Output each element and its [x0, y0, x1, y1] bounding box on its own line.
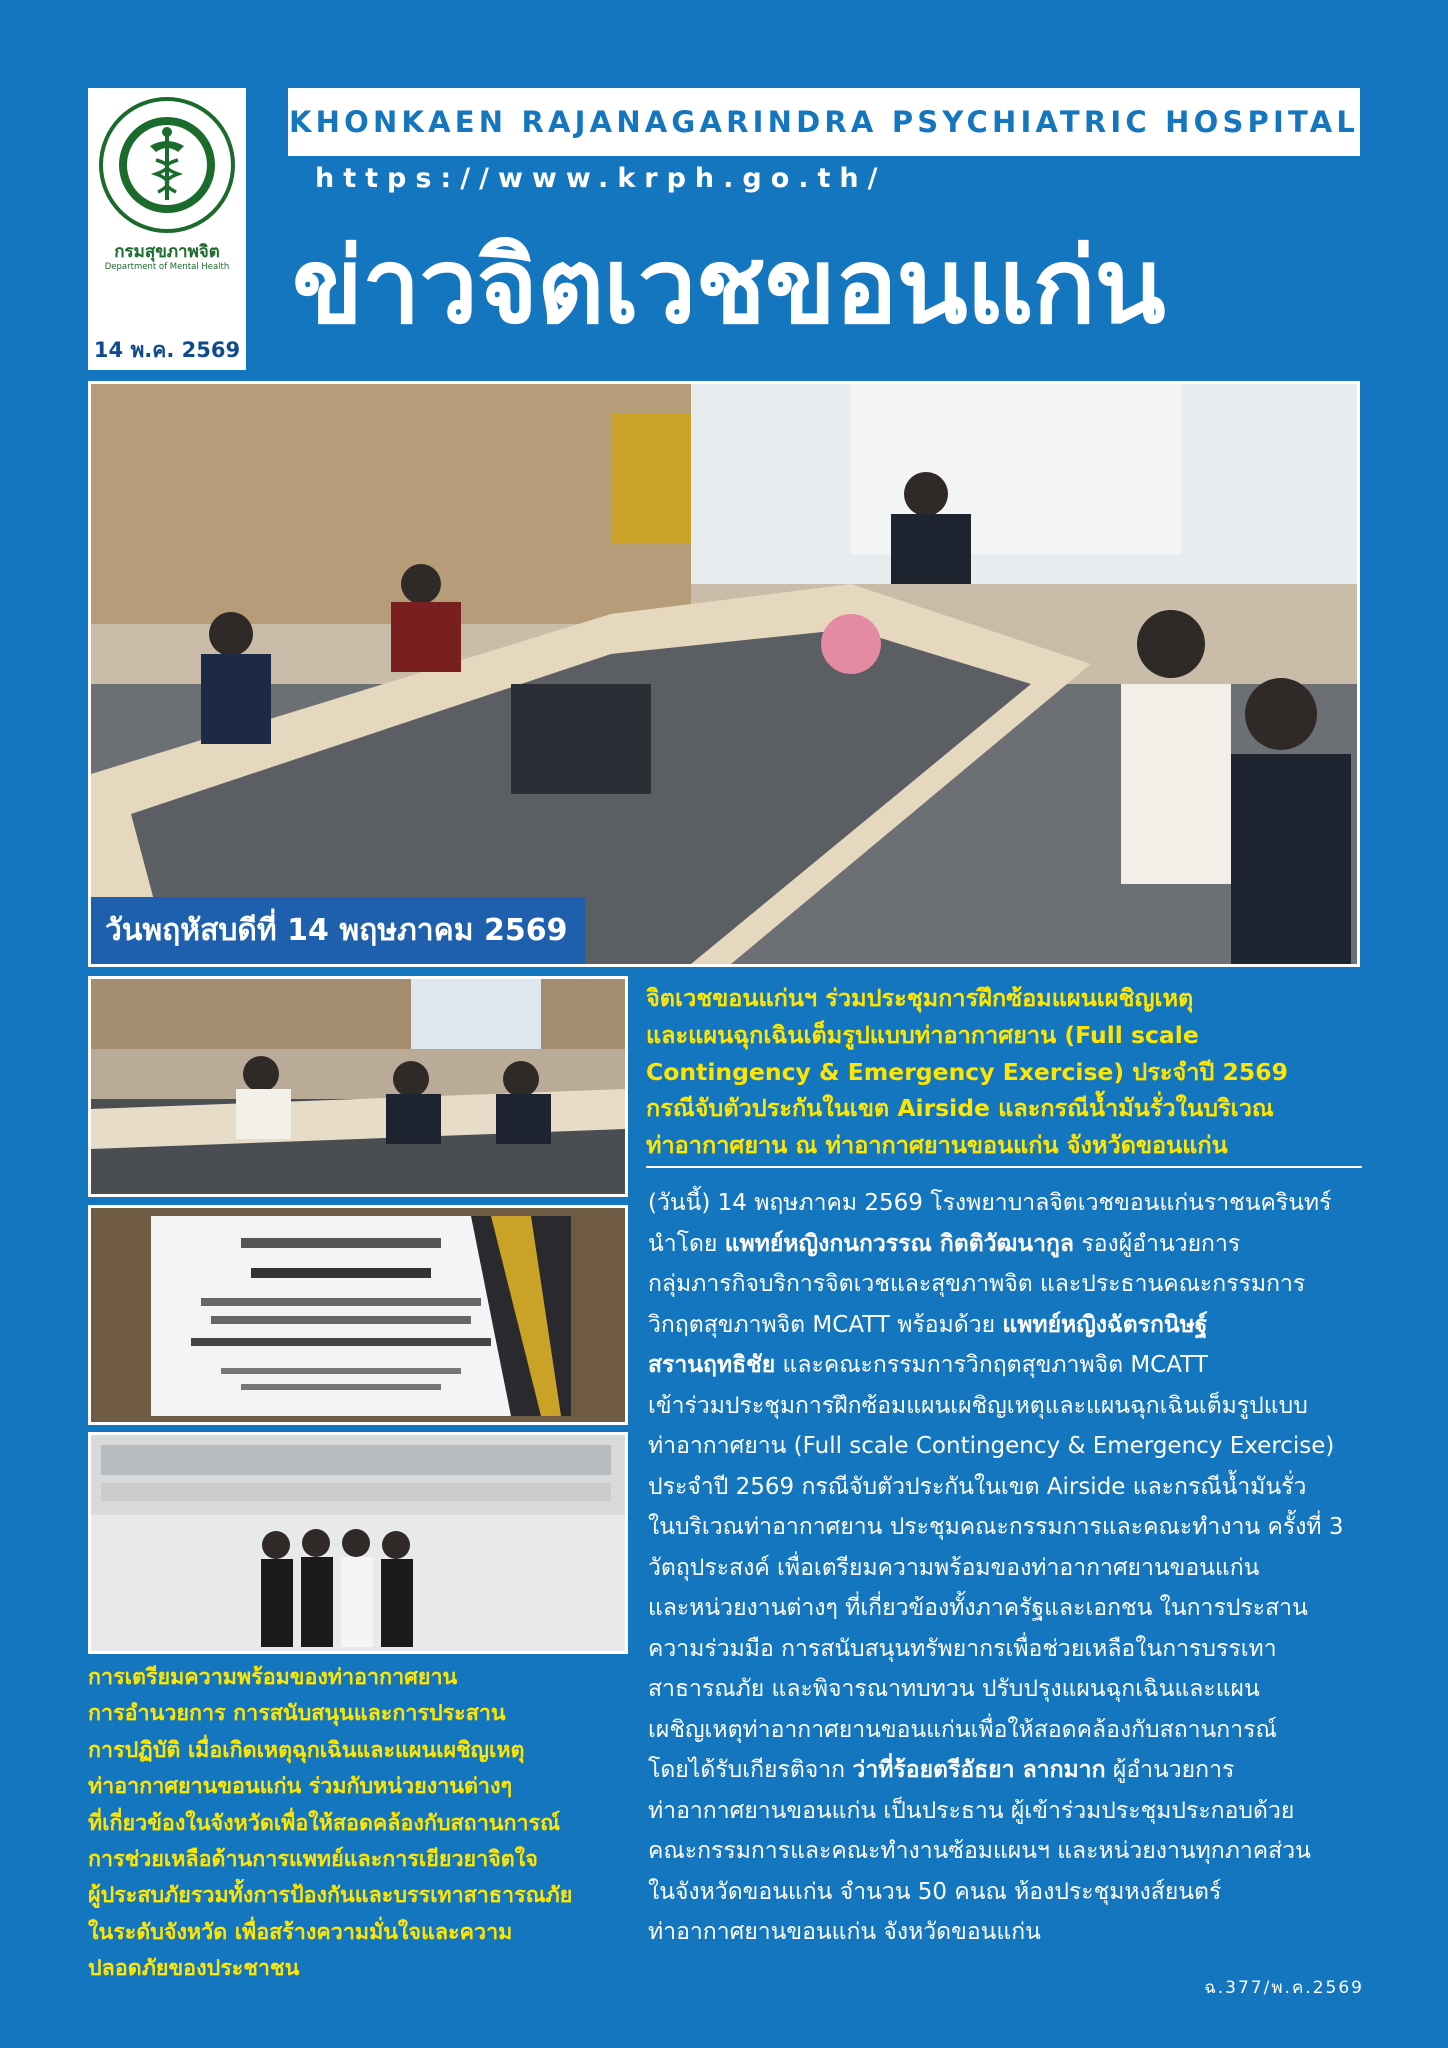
body-text: ผู้อำนวยการ — [1105, 1757, 1235, 1783]
body-line: ท่าอากาศยาน (Full scale Contingency & Emergency Exercise) — [648, 1433, 1335, 1459]
headline-line: และแผนฉุกเฉินเต็มรูปแบบท่าอากาศยาน (Full scale — [646, 1020, 1199, 1049]
headline-line: Contingency & Emergency Exercise) ประจำปี 2569 — [646, 1057, 1288, 1086]
body-line: ในจังหวัดขอนแก่น จำนวน 50 คนณ ห้องประชุมหงส์ยนตร์ — [648, 1878, 1222, 1905]
logo-box — [88, 88, 246, 370]
body-line: ท่าอากาศยานขอนแก่น เป็นประธาน ผู้เข้าร่วมประชุมประกอบด้วย — [648, 1797, 1295, 1824]
summary-text — [88, 1660, 632, 1988]
body-text: และคณะกรรมการวิกฤตสุขภาพจิต MCATT — [775, 1352, 1208, 1378]
body-text: นำโดย — [648, 1230, 725, 1257]
person-name: ว่าที่ร้อยตรีอัธยา ลากมาก — [852, 1757, 1106, 1783]
person-name: แพทย์หญิงกนกวรรณ กิตติวัฒนากูล — [724, 1230, 1075, 1257]
person-name: สรานฤทธิชัย — [648, 1352, 776, 1378]
summary-line: การปฏิบัติ เมื่อเกิดเหตุฉุกเฉินและแผนเผชิญเหตุ — [88, 1737, 525, 1763]
meeting-screen-photo — [88, 1205, 628, 1425]
body-line — [648, 1224, 1360, 1265]
body-text: โดยได้รับเกียรติจาก — [648, 1757, 853, 1783]
summary-line: การเตรียมความพร้อมของท่าอากาศยาน — [88, 1665, 458, 1690]
masthead-title: ข่าวจิตเวชขอนแก่น — [292, 225, 1165, 347]
website-url: https://www.krph.go.th/ — [315, 163, 887, 194]
body-line: ความร่วมมือ การสนับสนุนทรัพยากรเพื่อช่วยเหลือในการบรรเทา — [648, 1635, 1277, 1662]
body-line: (วันนี้) 14 พฤษภาคม 2569 โรงพยาบาลจิตเวชขอนแก่นราชนครินทร์ — [648, 1190, 1332, 1216]
body-line: กลุ่มภารกิจบริการจิตเวชและสุขภาพจิต และประธานคณะกรรมการ — [648, 1271, 1306, 1297]
main-meeting-photo — [88, 381, 1360, 967]
person-name: แพทย์หญิงฉัตรกนิษฐ์ — [1002, 1311, 1208, 1338]
photo-date-caption: วันพฤหัสบดีที่ 14 พฤษภาคม 2569 — [91, 897, 585, 964]
body-line — [648, 1345, 1360, 1386]
meeting-photo-1-image — [91, 979, 625, 1194]
summary-line: ท่าอากาศยานขอนแก่น ร่วมกับหน่วยงานต่างๆ — [88, 1774, 513, 1800]
department-name-en: Department of Mental Health — [104, 262, 230, 272]
body-line — [648, 1305, 1360, 1346]
body-line: เข้าร่วมประชุมการฝึกซ้อมแผนเผชิญเหตุและแผนฉุกเฉินเต็มรูปแบบ — [648, 1392, 1308, 1419]
headline-line: จิตเวชขอนแก่นฯ ร่วมประชุมการฝึกซ้อมแผนเผชิญเหตุ — [646, 984, 1194, 1012]
airport-group-photo — [88, 1432, 628, 1654]
meeting-room-image — [91, 384, 1357, 964]
body-text: วิกฤตสุขภาพจิต MCATT พร้อมด้วย — [648, 1311, 1003, 1338]
presentation-screen-image — [91, 1208, 625, 1422]
airport-sign-image — [91, 1435, 625, 1651]
summary-line: ผู้ประสบภัยรวมทั้งการป้องกันและบรรเทาสาธารณภัย — [88, 1883, 573, 1909]
summary-line: ในระดับจังหวัด เพื่อสร้างความมั่นใจและความ — [88, 1919, 513, 1945]
body-line — [648, 1750, 1360, 1791]
summary-line: ปลอดภัยของประชาชน — [88, 1956, 300, 1982]
article-body — [648, 1183, 1360, 1953]
headline-line: ท่าอากาศยาน ณ ท่าอากาศยานขอนแก่น จังหวัดขอนแก่น — [646, 1131, 1228, 1160]
body-line: เผชิญเหตุท่าอากาศยานขอนแก่นเพื่อให้สอดคล้องกับสถานการณ์ — [648, 1716, 1277, 1743]
reference-number: ฉ.377/พ.ค.2569 — [1204, 1978, 1364, 1998]
summary-line: ที่เกี่ยวข้องในจังหวัดเพื่อให้สอดคล้องกับสถานการณ์ — [88, 1810, 561, 1836]
headline-divider — [646, 1166, 1362, 1168]
ministry-seal-icon — [98, 96, 236, 234]
summary-line: การช่วยเหลือด้านการแพทย์และการเยียวยาจิตใจ — [88, 1847, 538, 1873]
hospital-name: KHONKAEN RAJANAGARINDRA PSYCHIATRIC HOSPITAL — [288, 105, 1360, 139]
issue-date: 14 พ.ค. 2569 — [93, 338, 241, 362]
department-name-th: กรมสุขภาพจิต — [114, 242, 220, 262]
summary-line: การอำนวยการ การสนับสนุนและการประสาน — [88, 1701, 506, 1727]
hospital-name-bar — [288, 88, 1360, 156]
meeting-photo-1 — [88, 976, 628, 1197]
news-headline — [646, 980, 1362, 1164]
body-line: ในบริเวณท่าอากาศยาน ประชุมคณะกรรมการและคณะทำงาน ครั้งที่ 3 — [648, 1514, 1344, 1540]
headline-line: กรณีจับตัวประกันในเขต Airside และกรณีน้ำมันรั่วในบริเวณ — [646, 1094, 1274, 1123]
body-line: สาธารณภัย และพิจารณาทบทวน ปรับปรุงแผนฉุกเฉินและแผน — [648, 1676, 1260, 1702]
body-text: รองผู้อำนวยการ — [1074, 1230, 1241, 1257]
body-line: และหน่วยงานต่างๆ ที่เกี่ยวข้องทั้งภาครัฐและเอกชน ในการประสาน — [648, 1595, 1308, 1621]
body-line: คณะกรรมการและคณะทำงานซ้อมแผนฯ และหน่วยงานทุกภาคส่วน — [648, 1838, 1311, 1864]
body-line: ประจำปี 2569 กรณีจับตัวประกันในเขต Airside และกรณีน้ำมันรั่ว — [648, 1473, 1307, 1500]
body-line: วัตถุประสงค์ เพื่อเตรียมความพร้อมของท่าอากาศยานขอนแก่น — [648, 1554, 1260, 1581]
body-line: ท่าอากาศยานขอนแก่น จังหวัดขอนแก่น — [648, 1919, 1041, 1945]
